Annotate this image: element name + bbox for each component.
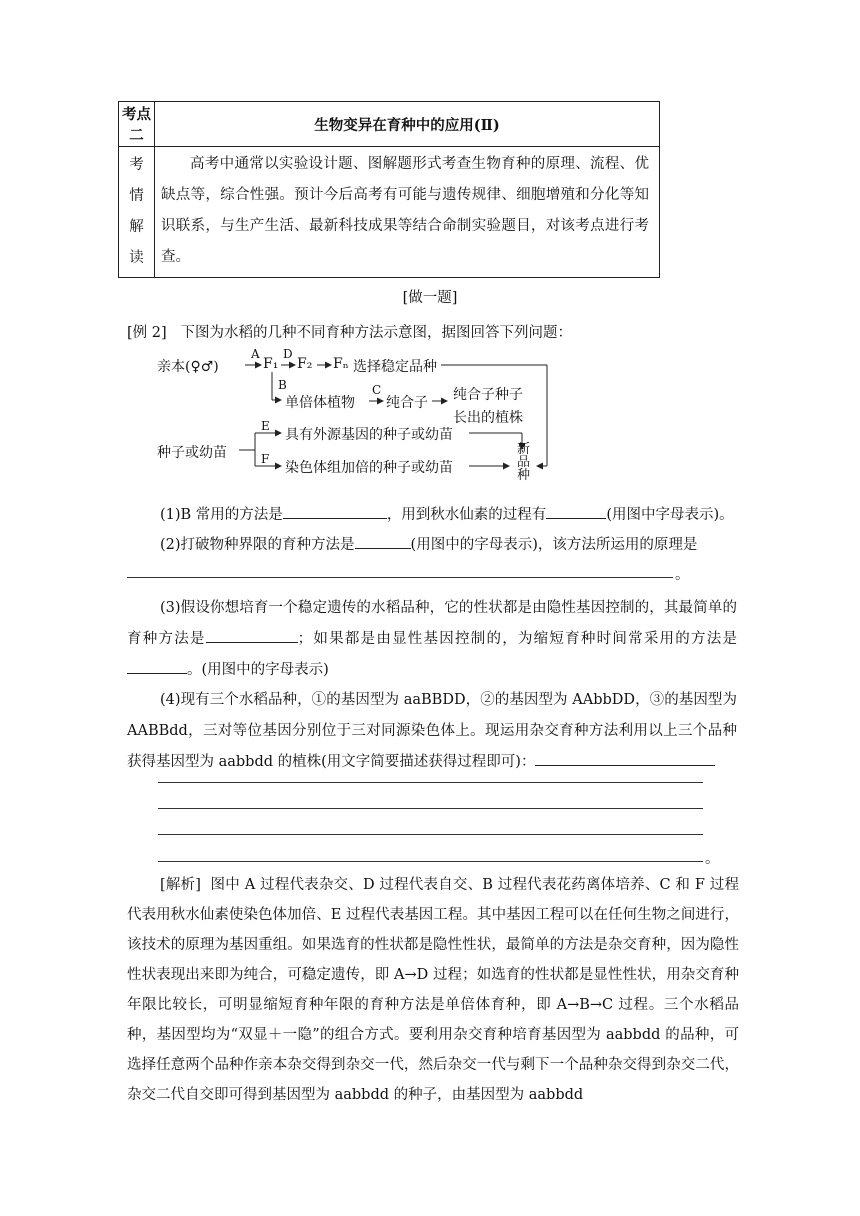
question-1: (1)B 常用的方法是 ，用到秋水仙素的过程有 (用图中字母表示)。 xyxy=(127,500,737,530)
fn-label: Fₙ xyxy=(333,356,349,372)
q4-answer-line-1[interactable] xyxy=(158,782,703,783)
question-3: (3)假设你想培育一个稳定遗传的水稻品种，它的性状都是由隐性基因控制的，其最简单的育种方法是 ；如果都是由显性基因控制的，为缩短育种时间常采用的方法是。(用图中的字母表示) xyxy=(127,600,737,678)
new-variety-1: 新 xyxy=(517,442,531,457)
parent-label: 亲本(♀♂) xyxy=(157,359,219,375)
q1-answer-blank-2[interactable] xyxy=(546,500,606,519)
seed-label: 种子或幼苗 xyxy=(157,445,227,461)
section-title: [做一题] xyxy=(402,290,458,306)
q4-answer-line-3[interactable] xyxy=(158,834,703,835)
q4-answer-line-2[interactable] xyxy=(158,808,703,809)
pure-seed-line1: 纯合子种子 xyxy=(453,387,523,403)
exam-analysis-text: 高考中通常以实验设计题、图解题形式考查生物育种的原理、流程、优缺点等，综合性强。预计今后高考有可能与遗传规律、细胞增殖和分化等知识联系，与生产生活、最新科技成果等结合命制实验题目，对该考点进行考查。 xyxy=(155,147,660,278)
haploid-label: 单倍体植物 xyxy=(285,395,355,411)
new-variety-2: 品 xyxy=(517,455,531,470)
step-d-label: D xyxy=(283,347,293,361)
question-4: (4)现有三个水稻品种，①的基因型为 aaBBDD，②的基因型为 AAbbDD，③的基因型为 AABBdd，三对等位基因分别位于三对同源染色体上。现运用杂交育种方法利用以上三个品种获得基因型为 aabbdd 的植株(用文字简要描述获得过程即可)： xyxy=(127,692,737,770)
step-a-label: A xyxy=(251,347,260,361)
exam-point-title: 生物变异在育种中的应用(Ⅱ) xyxy=(155,102,660,147)
example-text: 下图为水稻的几种不同育种方法示意图，据图回答下列问题： xyxy=(180,325,572,341)
step-c-label: C xyxy=(372,383,382,397)
q4-period: 。 xyxy=(705,851,720,867)
foreign-gene-label: 具有外源基因的种子或幼苗 xyxy=(285,427,453,443)
pure-label: 纯合子 xyxy=(386,395,428,411)
select-stable-label: 选择稳定品种 xyxy=(353,359,437,375)
exam-point-number: 考点二 xyxy=(119,102,155,147)
breeding-diagram xyxy=(157,345,557,483)
analysis-text: 图中 A 过程代表杂交、D 过程代表自交、B 过程代表花药离体培养、C 和 F 过程代表用秋水仙素使染色体加倍、E 过程代表基因工程。其中基因工程可以在任何生物之间进行，该技术的原理为基因重组。如果选育的性状都是隐性性状，最简单的方法是杂交育种，因为隐性性状表现出来即为纯合，可稳定遗传，即 A→D 过程；如选育的性状都是显性性状，用杂交育种年限比较长，可明显缩短育种年限的育种方法是单倍体育种，即 A→B→C 过程。三个水稻品种，基因型均为“双显＋一隐”的组合方式。要利用杂交育种培育基因型为 aabbdd 的品种，可选择任意两个品种作亲本杂交得到杂交一代，然后杂交一代与剩下一个品种杂交得到杂交二代，杂交二代自交即可得到基因型为 aabbdd 的种子，由基因型为 aabbdd xyxy=(127,877,739,1103)
step-e-label: E xyxy=(261,419,270,433)
q2-answer-blank-1[interactable] xyxy=(355,530,411,549)
question-2: (2)打破物种界限的育种方法是 (用图中的字母表示)，该方法所运用的原理是 xyxy=(127,530,737,560)
exam-point-table xyxy=(118,101,660,278)
q3-answer-blank-2[interactable] xyxy=(127,655,187,674)
q4-answer-line-4[interactable] xyxy=(158,861,703,862)
pure-seed-line2: 长出的植株 xyxy=(453,410,523,426)
step-b-label: B xyxy=(278,378,287,392)
doubled-label: 染色体组加倍的种子或幼苗 xyxy=(285,460,453,476)
step-f-label: F xyxy=(261,452,270,466)
q2-answer-line[interactable] xyxy=(127,577,673,578)
exam-analysis-label: 考 情 解 读 xyxy=(119,147,155,278)
example-intro xyxy=(127,318,737,348)
q3-answer-blank-1[interactable] xyxy=(206,624,298,643)
q2-period: 。 xyxy=(675,567,690,583)
analysis-paragraph xyxy=(127,870,739,1110)
q4-answer-blank-inline[interactable] xyxy=(535,747,715,766)
q1-answer-blank-1[interactable] xyxy=(283,500,387,519)
f2-label: F₂ xyxy=(297,356,313,372)
example-label: [例 2] xyxy=(127,325,167,341)
f1-label: F₁ xyxy=(263,356,279,372)
analysis-label: [解析] xyxy=(160,877,201,893)
new-variety-3: 种 xyxy=(517,468,531,483)
